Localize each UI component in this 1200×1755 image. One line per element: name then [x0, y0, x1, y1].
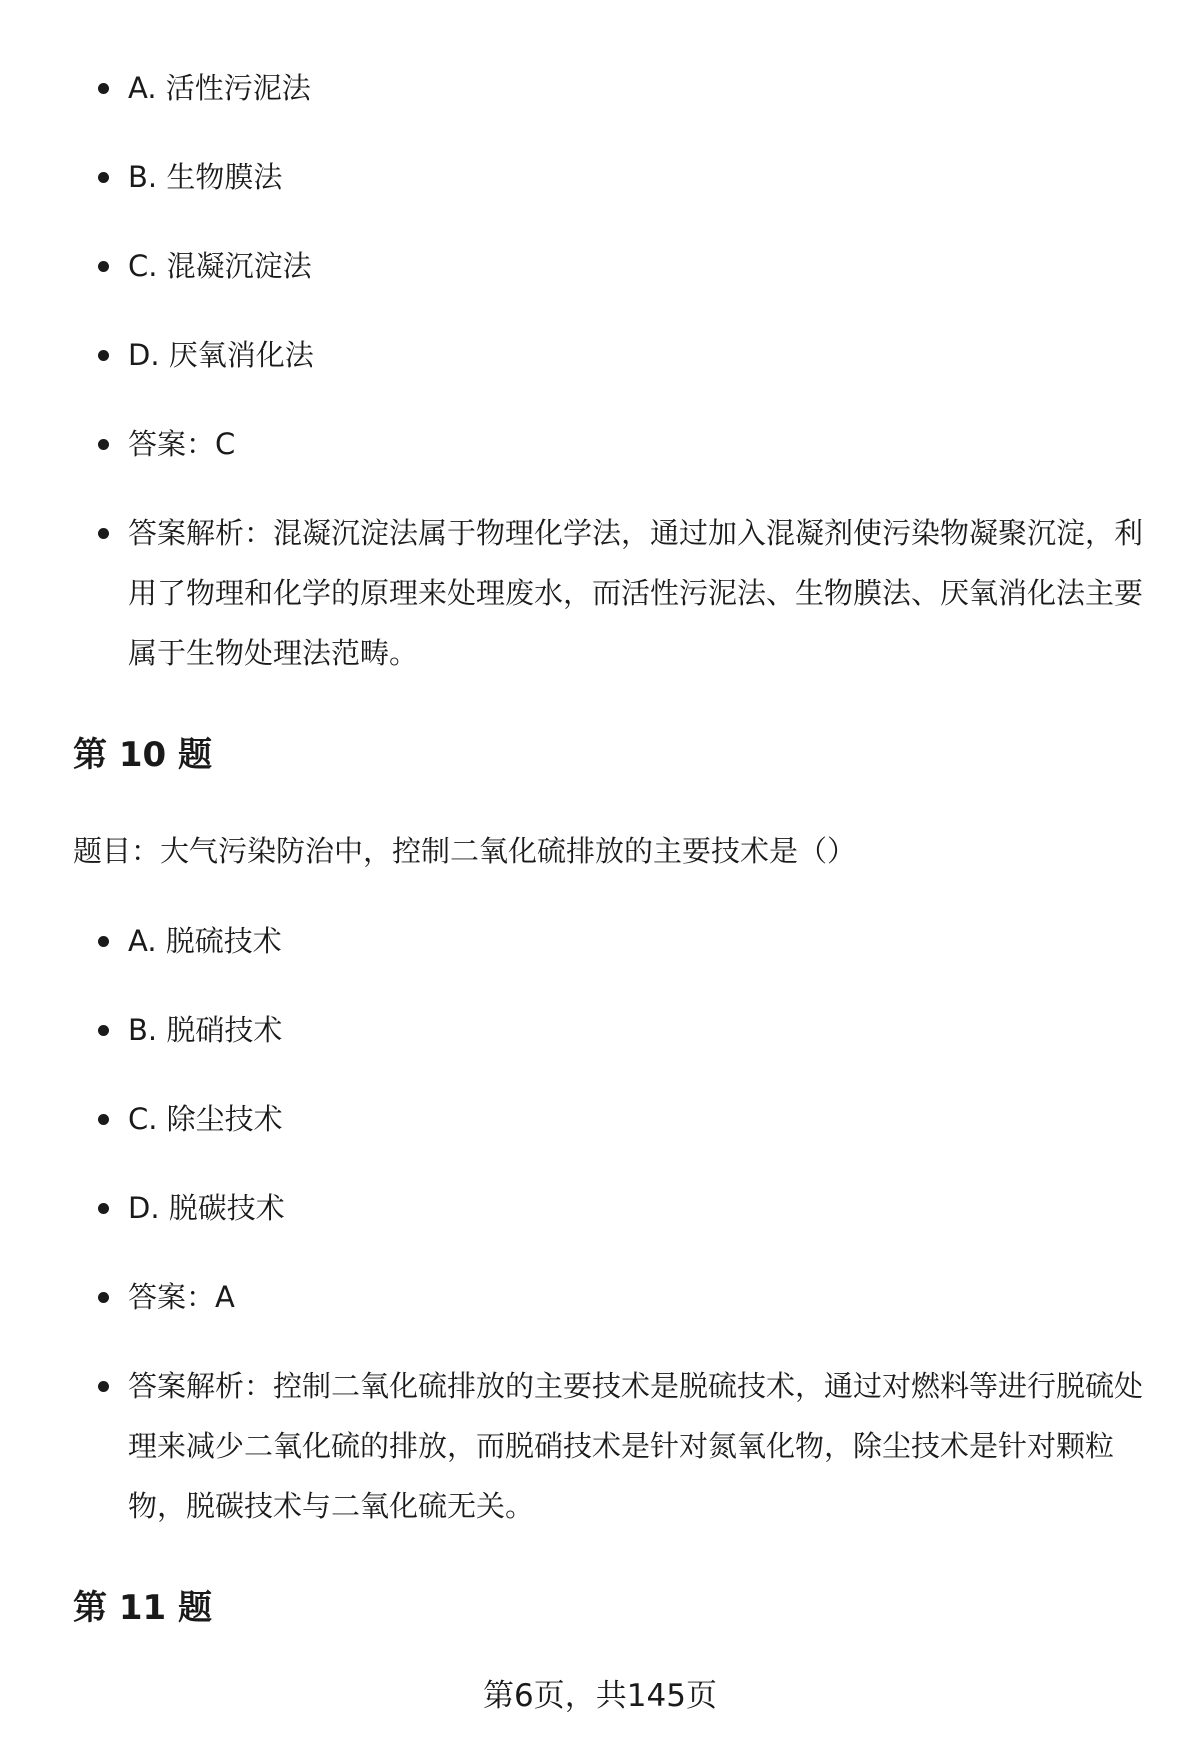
- q10-option-d: D. 脱碳技术: [128, 1178, 1148, 1238]
- q10-option-b: B. 脱硝技术: [128, 1000, 1148, 1060]
- q11-heading: 第 11 题: [73, 1588, 212, 1628]
- q10-answer: 答案：A: [128, 1267, 1148, 1327]
- q9-option-c: C. 混凝沉淀法: [128, 236, 1148, 296]
- q9-option-a: A. 活性污泥法: [128, 58, 1148, 118]
- q10-heading: 第 10 题: [73, 735, 212, 775]
- q10-explanation: 答案解析：控制二氧化硫排放的主要技术是脱硫技术，通过对燃料等进行脱硫处理来减少二氧化硫的排放，而脱硝技术是针对氮氧化物，除尘技术是针对颗粒物，脱碳技术与二氧化硫无关。: [128, 1356, 1148, 1536]
- q9-option-b: B. 生物膜法: [128, 147, 1148, 207]
- page-indicator: 第6页，共145页: [483, 1678, 717, 1714]
- q10-option-c: C. 除尘技术: [128, 1089, 1148, 1149]
- q10-question: 题目：大气污染防治中，控制二氧化硫排放的主要技术是（）: [73, 834, 857, 868]
- q10-option-a: A. 脱硫技术: [128, 911, 1148, 971]
- q9-option-d: D. 厌氧消化法: [128, 325, 1148, 385]
- q9-answer: 答案：C: [128, 414, 1148, 474]
- q9-explanation: 答案解析：混凝沉淀法属于物理化学法，通过加入混凝剂使污染物凝聚沉淀，利用了物理和化学的原理来处理废水，而活性污泥法、生物膜法、厌氧消化法主要属于生物处理法范畴。: [128, 503, 1148, 683]
